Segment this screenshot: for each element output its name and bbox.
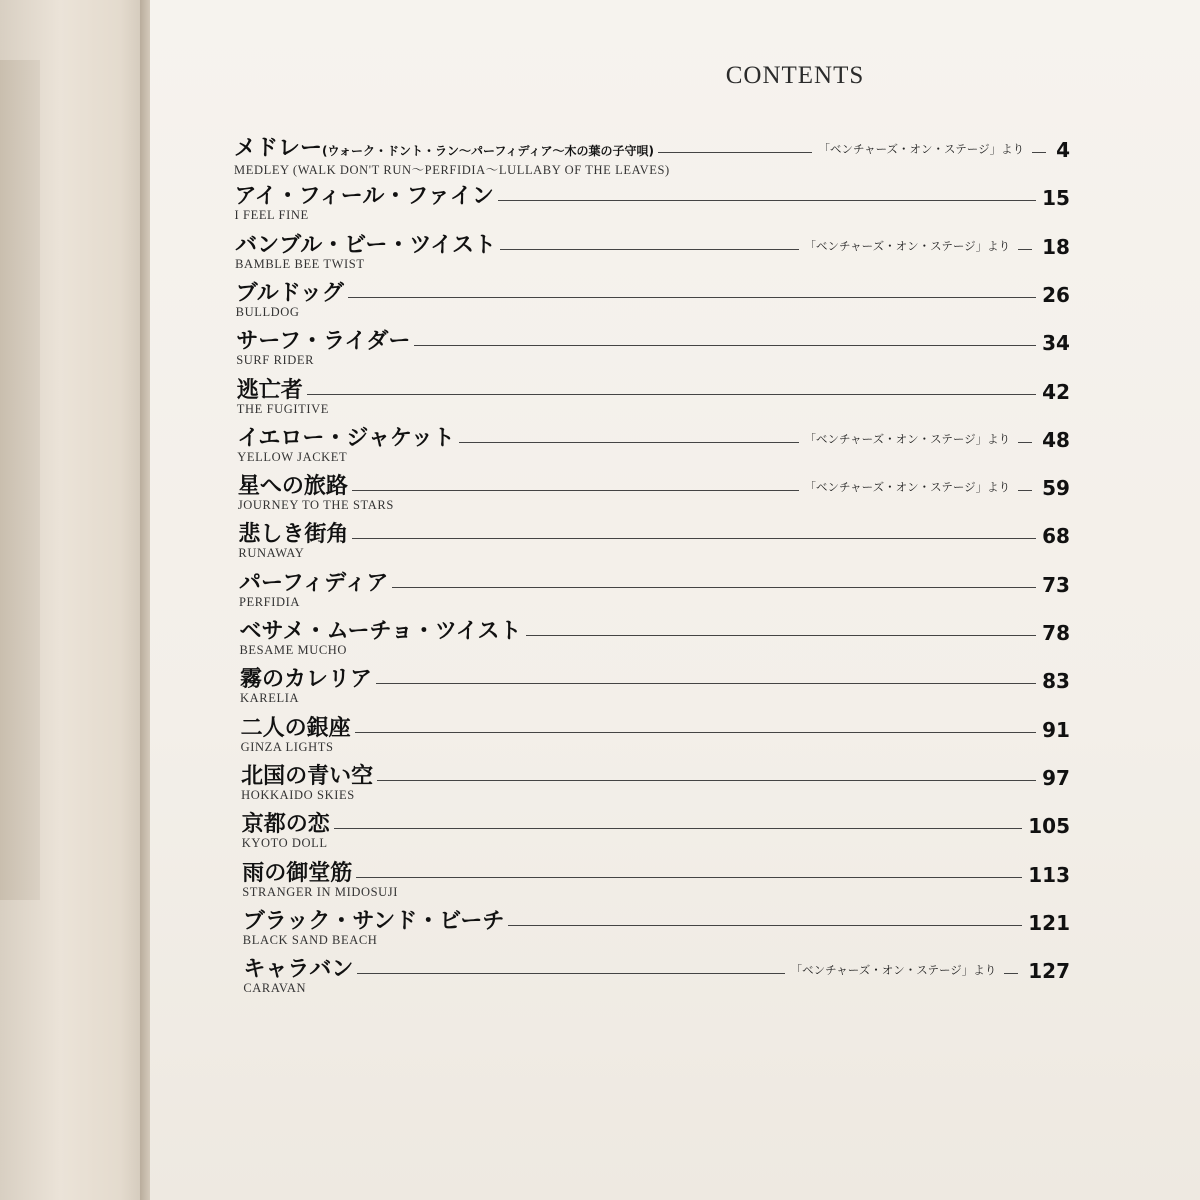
toc-entry — [242, 860, 1070, 906]
leader-line — [334, 828, 1023, 829]
leader-line — [348, 297, 1036, 298]
toc-entry — [236, 280, 1070, 326]
entry-title-jp-main: 二人の銀座 — [240, 715, 351, 741]
entry-title-en: JOURNEY TO THE STARS — [237, 498, 394, 513]
leader-line — [307, 394, 1036, 395]
toc-entry — [243, 908, 1070, 954]
entry-title-jp-main: キャラバン — [243, 957, 354, 983]
entry-title-jp-main: 悲しき街角 — [238, 522, 349, 548]
entry-title-jp — [239, 570, 388, 598]
leader-dash — [1032, 152, 1046, 153]
entry-title-jp-main: ベサメ・ムーチョ・ツイスト — [239, 619, 522, 644]
leader-dash — [1018, 249, 1032, 250]
leader-line — [355, 732, 1037, 733]
page-title: CONTENTS — [725, 62, 865, 89]
toc-entry — [238, 473, 1070, 519]
entry-title-jp — [240, 618, 522, 646]
entry-title-en: HOKKAIDO SKIES — [241, 787, 355, 802]
source-note: 「ベンチャーズ・オン・ステージ」より — [804, 238, 1011, 253]
entry-title-jp-main: アイ・フィール・ファイン — [234, 184, 494, 210]
leader-line — [352, 538, 1036, 539]
leader-line — [376, 683, 1036, 684]
toc-entry — [234, 135, 1070, 181]
leader-line — [498, 200, 1036, 201]
page-number: 83 — [1042, 669, 1070, 694]
page-number: 4 — [1056, 138, 1070, 162]
leader-line — [526, 635, 1037, 636]
entry-title-jp — [237, 425, 455, 453]
entry-title-jp-main: 星への旅路 — [237, 474, 348, 500]
leader-line — [352, 490, 799, 491]
entry-title-jp — [240, 666, 372, 694]
entry-title-jp-main: イエロー・ジャケット — [237, 425, 455, 451]
toc-entry — [241, 763, 1070, 809]
page-number: 73 — [1042, 572, 1070, 597]
entry-title-en: KYOTO DOLL — [241, 836, 328, 851]
leader-line — [357, 973, 784, 974]
page-number: 59 — [1042, 476, 1070, 501]
entry-title-jp-sub: (ウォーク・ドント・ラン〜パーフィディア〜木の葉の子守唄) — [322, 144, 654, 158]
entry-title-jp-main: ブルドッグ — [235, 280, 344, 306]
toc-entry — [240, 666, 1070, 712]
entry-title-en: I FEEL FINE — [234, 208, 309, 223]
toc-entry — [235, 183, 1070, 229]
entry-title-jp-main: ブラック・サンド・ビーチ — [242, 908, 505, 934]
entry-title-jp — [238, 521, 348, 549]
entry-title-en: MEDLEY (WALK DON'T RUN～PERFIDIA～LULLABY OF THE LEAVES) — [234, 163, 670, 177]
entry-title-en: BULLDOG — [235, 304, 300, 319]
entry-title-en: BAMBLE BEE TWIST — [235, 256, 365, 271]
entry-title-jp — [236, 328, 410, 356]
page-number: 42 — [1042, 379, 1070, 404]
source-note: 「ベンチャーズ・オン・ステージ」より — [790, 963, 997, 978]
entry-title-en: PERFIDIA — [238, 594, 300, 609]
leader-line — [500, 249, 799, 250]
leader-dash — [1004, 973, 1018, 974]
leader-line — [459, 442, 799, 443]
contents-page — [150, 0, 1200, 1200]
leader-line — [356, 877, 1022, 878]
toc-entry — [240, 618, 1071, 664]
page-number: 113 — [1028, 862, 1070, 887]
page-number: 26 — [1042, 282, 1070, 307]
entry-title-jp — [237, 377, 303, 405]
entry-title-jp — [243, 908, 505, 936]
entry-title-en: RUNAWAY — [238, 546, 305, 561]
toc-entry — [237, 425, 1070, 471]
source-note: 「ベンチャーズ・オン・ステージ」より — [804, 431, 1011, 446]
leader-line — [658, 152, 812, 153]
entry-title-en: BESAME MUCHO — [239, 643, 348, 657]
page-number: 15 — [1042, 186, 1070, 211]
leader-dash — [1018, 442, 1032, 443]
entry-title-en: STRANGER IN MIDOSUJI — [242, 884, 399, 899]
toc-entry — [243, 956, 1070, 1002]
entry-title-en: YELLOW JACKET — [237, 449, 348, 464]
entry-title-jp — [235, 232, 496, 260]
leader-dash — [1018, 490, 1032, 491]
entry-title-jp — [243, 956, 353, 984]
page-number: 34 — [1042, 331, 1070, 356]
entry-title-jp — [238, 473, 348, 501]
entry-title-jp — [236, 280, 344, 308]
entry-title-jp-main: バンブル・ビー・ツイスト — [235, 232, 497, 258]
source-note: 「ベンチャーズ・オン・ステージ」より — [818, 142, 1025, 156]
entry-title-en: THE FUGITIVE — [236, 401, 330, 416]
page-number: 18 — [1042, 234, 1070, 259]
entry-title-jp — [241, 763, 373, 791]
toc-entry — [237, 377, 1070, 423]
leader-line — [508, 925, 1022, 926]
left-page-tab — [0, 60, 40, 900]
entry-title-en: CARAVAN — [243, 981, 307, 996]
source-note: 「ベンチャーズ・オン・ステージ」より — [804, 480, 1011, 495]
entry-title-jp-main: 京都の恋 — [241, 812, 330, 838]
entry-title-en: GINZA LIGHTS — [240, 739, 334, 754]
entry-title-jp — [242, 811, 330, 839]
toc-entry — [242, 811, 1070, 857]
page-number: 127 — [1028, 959, 1070, 984]
page-number: 68 — [1042, 524, 1070, 549]
entry-title-en: KARELIA — [240, 691, 300, 706]
entry-title-jp — [241, 715, 351, 743]
page-number: 121 — [1028, 910, 1070, 935]
entry-title-jp — [242, 860, 352, 888]
page-number: 48 — [1042, 427, 1070, 452]
toc-entry — [238, 521, 1070, 567]
page-number: 78 — [1042, 621, 1070, 645]
entry-title-jp-main: パーフィディア — [238, 570, 389, 596]
page-number: 91 — [1042, 717, 1070, 742]
page-number: 97 — [1042, 765, 1070, 790]
toc-entry — [241, 715, 1070, 761]
page-number: 105 — [1028, 814, 1070, 839]
entry-title-jp-main: 霧のカレリア — [240, 667, 373, 693]
toc-entry — [236, 328, 1070, 374]
entry-title-jp-main: 逃亡者 — [236, 377, 303, 403]
leader-line — [377, 780, 1036, 781]
toc-entry — [235, 232, 1070, 278]
entry-title-jp-main: 雨の御堂筋 — [242, 860, 353, 886]
entry-title-jp-main: 北国の青い空 — [241, 763, 374, 789]
leader-line — [392, 587, 1036, 588]
entry-title-jp-main: メドレー — [234, 136, 323, 161]
leader-line — [414, 345, 1036, 346]
entry-title-en: BLACK SAND BEACH — [242, 932, 378, 947]
entry-title-jp — [235, 183, 494, 211]
entry-title-en: SURF RIDER — [236, 353, 315, 368]
toc-entry — [239, 570, 1070, 616]
entry-title-jp-main: サーフ・ライダー — [236, 329, 411, 355]
